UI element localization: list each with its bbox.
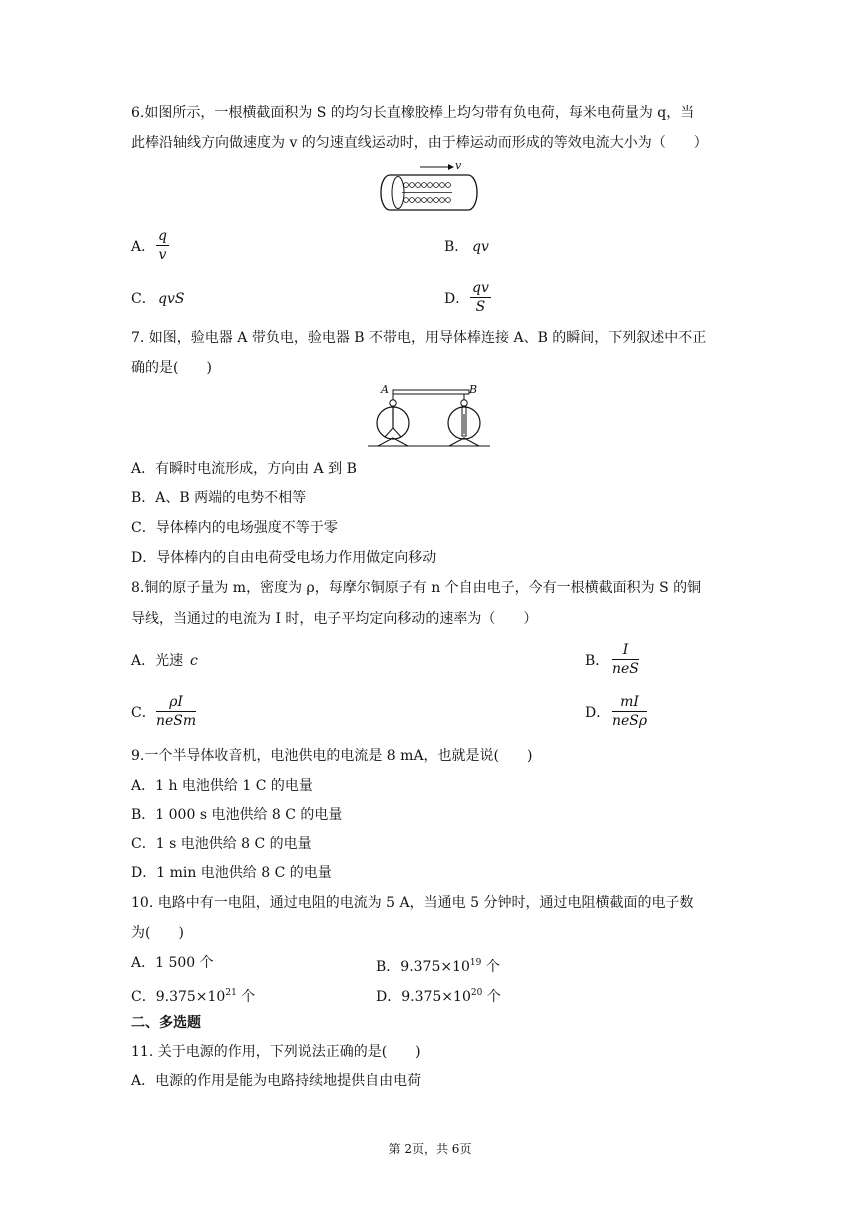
page-footer: 第 2页，共 6页 <box>388 1142 472 1156</box>
electroscope-a-label: A <box>381 383 389 396</box>
q8-option-b-fraction <box>612 642 639 678</box>
numerator: I <box>612 642 639 660</box>
base: D．9.375×10 <box>376 989 471 1005</box>
q7-option-d: D．导体棒内的自由电荷受电场力作用做定向移动 <box>131 550 437 566</box>
q10-stem-line2: 为( ) <box>131 925 184 941</box>
q6-stem-line2: 此棒沿轴线方向做速度为 v 的匀速直线运动时，由于棒运动而形成的等效电流大小为（ ） <box>131 135 708 151</box>
q10-option-d <box>376 983 501 1007</box>
denominator: neSm <box>156 713 197 729</box>
exponent: 21 <box>225 988 237 998</box>
exponent: 20 <box>470 988 483 998</box>
q7-stem-line2: 确的是( ) <box>131 360 212 376</box>
q6-option-b-label: B． <box>444 239 469 255</box>
numerator: q <box>158 228 167 244</box>
numerator: qv <box>472 280 489 296</box>
numerator: ρI <box>156 694 196 712</box>
q10-option-c <box>131 983 255 1007</box>
q8-option-b-label: B． <box>585 653 610 669</box>
unit: 个 <box>482 989 501 1005</box>
charged-rod-figure <box>378 160 480 214</box>
q6-option-c-label: C． <box>131 291 156 307</box>
q9-stem: 9.一个半导体收音机，电池供电的电流是 8 mA，也就是说( ) <box>131 748 533 764</box>
q6-option-b-value: qv <box>472 239 489 255</box>
q8-option-d-fraction <box>612 694 647 730</box>
q7-stem-line1: 7. 如图，验电器 A 带负电，验电器 B 不带电，用导体棒连接 A、B 的瞬间，下列叙述中不正 <box>131 330 707 346</box>
unit: 个 <box>481 959 500 975</box>
q11-option-a: A．电源的作用是能为电路持续地提供自由电荷 <box>131 1073 422 1089</box>
q8-option-c-fraction <box>156 694 196 730</box>
q6-option-a-fraction <box>156 228 169 264</box>
q8-option-d-label: D． <box>585 705 611 721</box>
q6-option-c-value: qvS <box>158 291 185 307</box>
q8-option-c-label: C． <box>131 705 156 721</box>
q6-option-d-label: D． <box>444 291 470 307</box>
q6-option-d-fraction <box>470 280 491 316</box>
q10-stem-line1: 10. 电路中有一电阻，通过电阻的电流为 5 A，当通电 5 分钟时，通过电阻横截面的电子数 <box>131 895 694 911</box>
q10-option-b <box>376 953 500 977</box>
q9-option-c: C．1 s 电池供给 8 C 的电量 <box>131 836 312 852</box>
q9-option-a: A．1 h 电池供给 1 C 的电量 <box>131 778 313 794</box>
q7-option-a: A．有瞬时电流形成，方向由 A 到 B <box>131 461 357 477</box>
numerator: mI <box>612 694 647 712</box>
base: B．9.375×10 <box>376 959 470 975</box>
q9-option-d: D．1 min 电池供给 8 C 的电量 <box>131 865 332 881</box>
q8-option-a-label: A．光速 <box>131 653 184 669</box>
velocity-label: v <box>455 159 462 172</box>
denominator: neSρ <box>612 713 648 729</box>
denominator: neS <box>612 661 639 677</box>
denominator: v <box>158 247 167 263</box>
q6-option-a-label: A． <box>131 239 156 255</box>
q11-stem: 11. 关于电源的作用，下列说法正确的是( ) <box>131 1044 421 1060</box>
q8-option-a-value: c <box>190 653 198 669</box>
q8-stem-line1: 8.铜的原子量为 m，密度为 ρ，每摩尔铜原子有 n 个自由电子，今有一根横截面积为 S 的铜 <box>131 580 702 596</box>
denominator: S <box>475 299 486 315</box>
electroscope-b-label: B <box>469 383 478 396</box>
unit: 个 <box>236 989 256 1005</box>
q9-option-b: B．1 000 s 电池供给 8 C 的电量 <box>131 807 343 823</box>
q7-option-c: C．导体棒内的电场强度不等于零 <box>131 520 338 536</box>
q6-stem-line1: 6.如图所示，一根横截面积为 S 的均匀长直橡胶棒上均匀带有负电荷，每米电荷量为 q，当 <box>131 105 695 121</box>
q7-option-b: B．A、B 两端的电势不相等 <box>131 490 307 506</box>
section-heading-multiple-choice: 二、多选题 <box>131 1015 201 1031</box>
q8-stem-line2: 导线，当通过的电流为 I 时，电子平均定向移动的速率为（ ） <box>131 611 538 627</box>
exponent: 19 <box>469 958 482 968</box>
q10-option-a: A．1 500 个 <box>131 955 214 971</box>
base: C．9.375×10 <box>131 989 226 1005</box>
